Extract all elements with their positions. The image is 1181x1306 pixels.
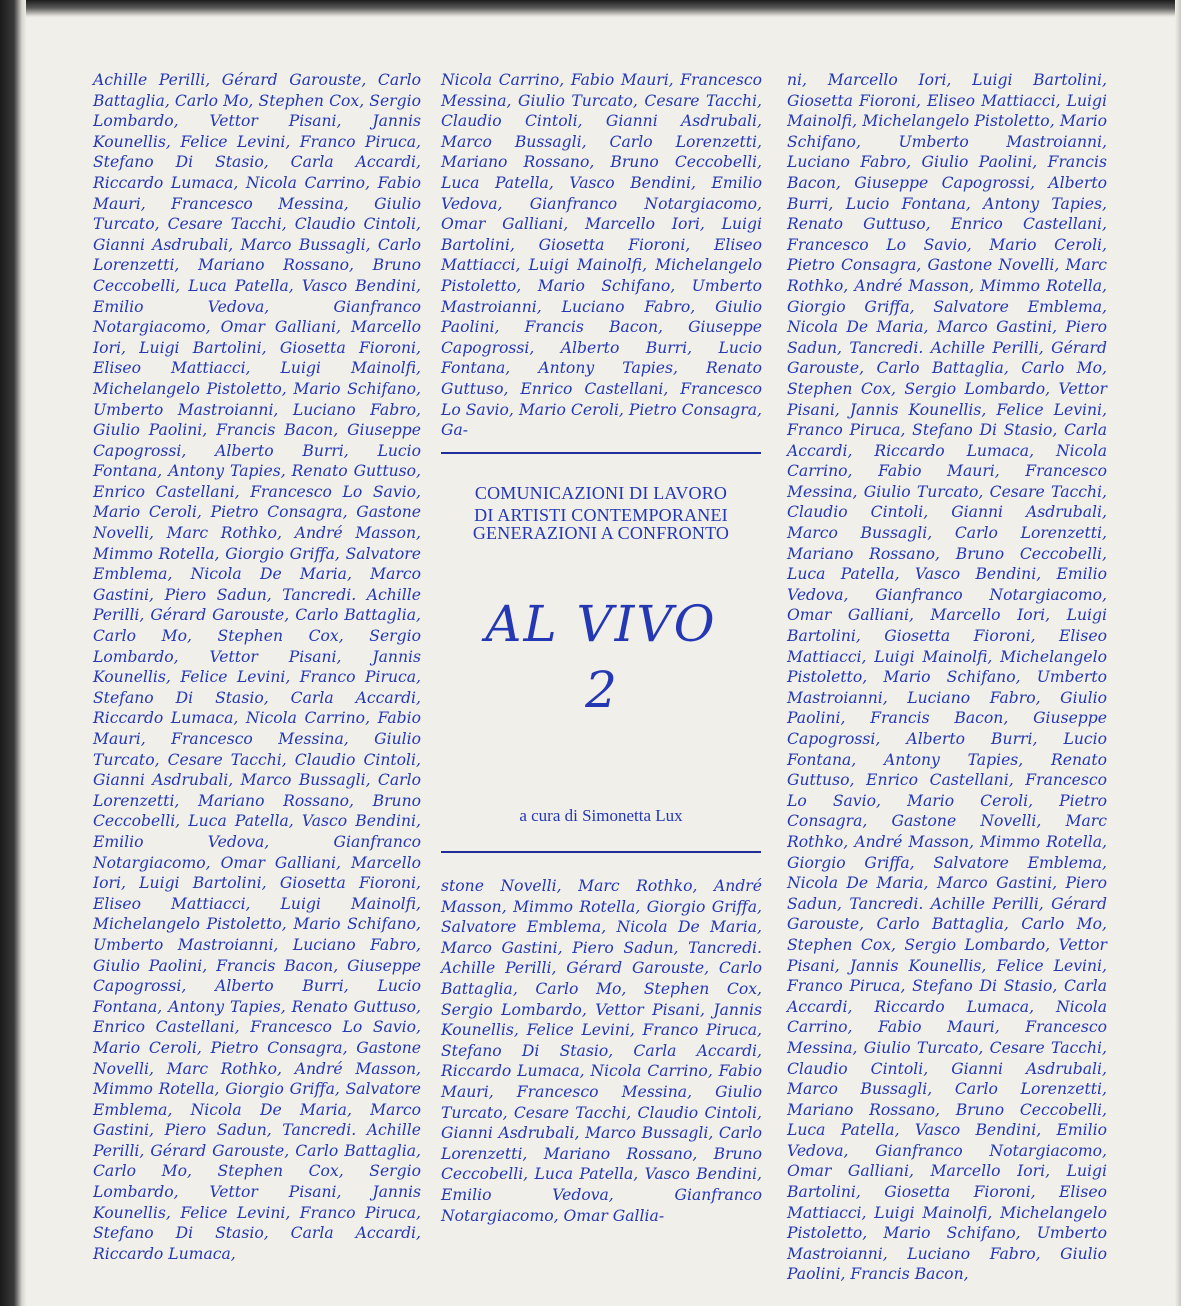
artist-names-column-middle-top: Nicola Carrino, Fabio Mauri, Francesco Messina, Giulio Turcato, Cesare Tacchi, Claudio Cintoli, Gianni Asdrubali, Marco Bussagli, Carlo Lorenzetti, Mariano Rossano, Bruno Ceccobelli, Luca Patella, Vasco Bendini, Emilio Vedova, Gianfranco Notargiacomo, Omar Galliani, Marcello Iori, Luigi Bartolini, Giosetta Fioroni, Eliseo Mattiacci, Luigi Mainolfi, Michelangelo Pistoletto, Mario Schifano, Umberto Mastroianni, Luciano Fabro, Giulio Paolini, Francis Bacon, Giuseppe Capogrossi, Alberto Burri, Lucio Fontana, Antony Tapies, Renato Guttuso, Enrico Castellani, Francesco Lo Savio, Mario Ceroli, Pietro Consagra, Ga- (441, 71, 762, 440)
scan-edge-left (0, 0, 26, 1306)
bottom-divider-rule (441, 851, 761, 853)
volume-number: 2 (585, 661, 617, 719)
book-title: AL VIVO (485, 595, 717, 653)
scan-edge-top (0, 0, 1181, 18)
series-subtitle: GENERAZIONI A CONFRONTO (472, 523, 730, 543)
artist-names-column-right: ni, Marcello Iori, Luigi Bartolini, Giosetta Fioroni, Eliseo Mattiacci, Luigi Mainolfi, Michelangelo Pistoletto, Mario Schifano, Umberto Mastroianni, Luciano Fabro, Giulio Paolini, Francis Bacon, Giuseppe Capogrossi, Alberto Burri, Lucio Fontana, Antony Tapies, Renato Guttuso, Enrico Castellani, Francesco Lo Savio, Mario Ceroli, Pietro Consagra, Gastone Novelli, Marc Rothko, André Masson, Mimmo Rotella, Giorgio Griffa, Salvatore Emblema, Nicola De Maria, Marco Gastini, Piero Sadun, Tancredi. Achille Perilli, Gérard Garouste, Carlo Battaglia, Carlo Mo, Stephen Cox, Sergio Lombardo, Vettor Pisani, Jannis Kounellis, Felice Levini, Franco Piruca, Stefano Di Stasio, Carla Accardi, Riccardo Lumaca, Nicola Carrino, Fabio Mauri, Francesco Messina, Giulio Turcato, Cesare Tacchi, Claudio Cintoli, Gianni Asdrubali, Marco Bussagli, Carlo Lorenzetti, Mariano Rossano, Bruno Ceccobelli, Luca Patella, Vasco Bendini, Emilio Vedova, Gianfranco Notargiacomo, Omar Galliani, Marcello Iori, Luigi Bartolini, Giosetta Fioroni, Eliseo Mattiacci, Luigi Mainolfi, Michelangelo Pistoletto, Mario Schifano, Umberto Mastroianni, Luciano Fabro, Giulio Paolini, Francis Bacon, Giuseppe Capogrossi, Alberto Burri, Lucio Fontana, Antony Tapies, Renato Guttuso, Enrico Castellani, Francesco Lo Savio, Mario Ceroli, Pietro Consagra, Gastone Novelli, Marc Rothko, André Masson, Mimmo Rotella, Giorgio Griffa, Salvatore Emblema, Nicola De Maria, Marco Gastini, Piero Sadun, Tancredi. Achille Perilli, Gérard Garouste, Carlo Battaglia, Carlo Mo, Stephen Cox, Sergio Lombardo, Vettor Pisani, Jannis Kounellis, Felice Levini, Franco Piruca, Stefano Di Stasio, Carla Accardi, Riccardo Lumaca, Nicola Carrino, Fabio Mauri, Francesco Messina, Giulio Turcato, Cesare Tacchi, Claudio Cintoli, Gianni Asdrubali, Marco Bussagli, Carlo Lorenzetti, Mariano Rossano, Bruno Ceccobelli, Luca Patella, Vasco Bendini, Emilio Vedova, Gianfranco Notargiacomo, Omar Galliani, Marcello Iori, Luigi Bartolini, Giosetta Fioroni, Eliseo Mattiacci, Luigi Mainolfi, Michelangelo Pistoletto, Mario Schifano, Umberto Mastroianni, Luciano Fabro, Giulio Paolini, Francis Bacon, (787, 71, 1107, 1284)
series-heading-line2: DI ARTISTI CONTEMPORANEI (474, 505, 728, 525)
series-heading-line1: COMUNICAZIONI DI LAVORO (474, 483, 728, 503)
curator-credit: a cura di Simonetta Lux (519, 806, 683, 825)
top-divider-rule (441, 452, 761, 454)
artist-names-column-middle-bottom: stone Novelli, Marc Rothko, André Masson, Mimmo Rotella, Giorgio Griffa, Salvatore Emblema, Nicola De Maria, Marco Gastini, Piero Sadun, Tancredi. Achille Perilli, Gérard Garouste, Carlo Battaglia, Carlo Mo, Stephen Cox, Sergio Lombardo, Vettor Pisani, Jannis Kounellis, Felice Levini, Franco Piruca, Stefano Di Stasio, Carla Accardi, Riccardo Lumaca, Nicola Carrino, Fabio Mauri, Francesco Messina, Giulio Turcato, Cesare Tacchi, Claudio Cintoli, Gianni Asdrubali, Marco Bussagli, Carlo Lorenzetti, Mariano Rossano, Bruno Ceccobelli, Luca Patella, Vasco Bendini, Emilio Vedova, Gianfranco Notargiacomo, Omar Gallia- (441, 877, 762, 1225)
series-heading (441, 482, 761, 526)
scan-edge-right (1175, 0, 1181, 1306)
artist-names-column-left: Achille Perilli, Gérard Garouste, Carlo Battaglia, Carlo Mo, Stephen Cox, Sergio Lombardo, Vettor Pisani, Jannis Kounellis, Felice Levini, Franco Piruca, Stefano Di Stasio, Carla Accardi, Riccardo Lumaca, Nicola Carrino, Fabio Mauri, Francesco Messina, Giulio Turcato, Cesare Tacchi, Claudio Cintoli, Gianni Asdrubali, Marco Bussagli, Carlo Lorenzetti, Mariano Rossano, Bruno Ceccobelli, Luca Patella, Vasco Bendini, Emilio Vedova, Gianfranco Notargiacomo, Omar Galliani, Marcello Iori, Luigi Bartolini, Giosetta Fioroni, Eliseo Mattiacci, Luigi Mainolfi, Michelangelo Pistoletto, Mario Schifano, Umberto Mastroianni, Luciano Fabro, Giulio Paolini, Francis Bacon, Giuseppe Capogrossi, Alberto Burri, Lucio Fontana, Antony Tapies, Renato Guttuso, Enrico Castellani, Francesco Lo Savio, Mario Ceroli, Pietro Consagra, Gastone Novelli, Marc Rothko, André Masson, Mimmo Rotella, Giorgio Griffa, Salvatore Emblema, Nicola De Maria, Marco Gastini, Piero Sadun, Tancredi. Achille Perilli, Gérard Garouste, Carlo Battaglia, Carlo Mo, Stephen Cox, Sergio Lombardo, Vettor Pisani, Jannis Kounellis, Felice Levini, Franco Piruca, Stefano Di Stasio, Carla Accardi, Riccardo Lumaca, Nicola Carrino, Fabio Mauri, Francesco Messina, Giulio Turcato, Cesare Tacchi, Claudio Cintoli, Gianni Asdrubali, Marco Bussagli, Carlo Lorenzetti, Mariano Rossano, Bruno Ceccobelli, Luca Patella, Vasco Bendini, Emilio Vedova, Gianfranco Notargiacomo, Omar Galliani, Marcello Iori, Luigi Bartolini, Giosetta Fioroni, Eliseo Mattiacci, Luigi Mainolfi, Michelangelo Pistoletto, Mario Schifano, Umberto Mastroianni, Luciano Fabro, Giulio Paolini, Francis Bacon, Giuseppe Capogrossi, Alberto Burri, Lucio Fontana, Antony Tapies, Renato Guttuso, Enrico Castellani, Francesco Lo Savio, Mario Ceroli, Pietro Consagra, Gastone Novelli, Marc Rothko, André Masson, Mimmo Rotella, Giorgio Griffa, Salvatore Emblema, Nicola De Maria, Marco Gastini, Piero Sadun, Tancredi. Achille Perilli, Gérard Garouste, Carlo Battaglia, Carlo Mo, Stephen Cox, Sergio Lombardo, Vettor Pisani, Jannis Kounellis, Felice Levini, Franco Piruca, Stefano Di Stasio, Carla Accardi, Riccardo Lumaca, (93, 71, 421, 1263)
